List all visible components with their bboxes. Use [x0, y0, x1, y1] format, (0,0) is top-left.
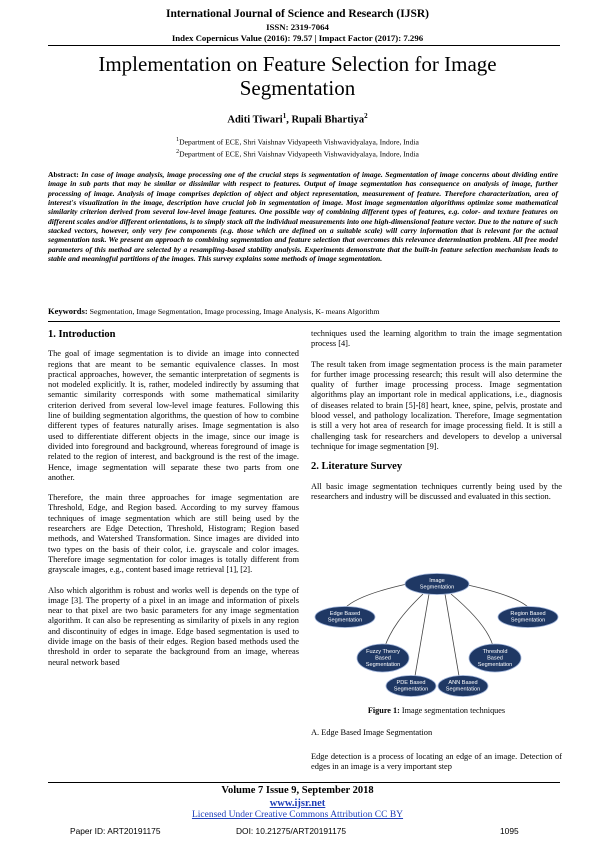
affiliation-1	[0, 137, 595, 147]
intro-paragraph-1: The goal of image segmentation is to divide an image into connected regions that are meant to be semantic equivalence classes. In most practical approaches, however, the semantic interpretation of segments is not modeled explicitly. It is, rather, modeled indirectly by assuming that semantic similarity corresponds with some mathematical similarity criterion derived from several low-level image features. Following this line of building segmentation algorithms, the question of how to combine different types of features naturally arises. Image segmentation is also used to differentiate different objects in the image, since our image is divided into foreground and background, whereas foreground of image is related to the region of interest, and background is the rest of the image. Hence, image segmentation will separate these two parts from one another.	[48, 349, 299, 482]
header-rule	[48, 45, 560, 46]
issn: ISSN: 2319-7064	[266, 22, 329, 32]
page-number: 1095	[500, 826, 519, 836]
paper-id: Paper ID: ART20191175	[70, 826, 161, 836]
affiliation-1-text: Department of ECE, Shri Vaishnav Vidyapeeth Vishwavidyalaya, Indore, India	[179, 137, 419, 147]
license-link[interactable]: Licensed Under Creative Commons Attribution CC BY	[191, 810, 404, 820]
node-threshold-label-2: Based	[487, 655, 503, 662]
index-line: Index Copernicus Value (2016): 79.57 | Impact Factor (2017): 7.296	[171, 33, 424, 43]
node-fuzzy-label-2: Based	[375, 655, 391, 662]
node-threshold-label-3: Segmentation	[477, 662, 513, 668]
author-1: Aditi Tiwari	[227, 114, 283, 126]
figure-1-caption-label: Figure 1:	[367, 706, 400, 715]
intro-paragraph-3: Also which algorithm is robust and works well is depends on the type of image [3]. The property of a pixel in an image and information of pixels near to that pixel are two basic parameters for any image segmentation algorithm. It can also be representing as similarity of pixels in any region and discontinuity of edges in image. Edge based segmentation is used to divide image on the basis of their edges. Region based methods used the threshold in order to separate the background from an image, whereas neural network based	[48, 585, 299, 667]
node-root-label-2: Segmentation	[419, 584, 455, 591]
left-column	[48, 330, 299, 678]
author-2-sup: 2	[364, 112, 368, 120]
affiliation-2-sup: 2	[176, 149, 180, 155]
connector-threshold	[451, 594, 493, 646]
connector-pde	[415, 594, 429, 676]
node-pde	[386, 676, 436, 697]
connector-edge	[345, 584, 407, 608]
figure-1-caption	[311, 706, 562, 715]
node-threshold-label: Threshold	[482, 649, 508, 655]
authors	[0, 112, 595, 126]
node-threshold	[469, 644, 521, 672]
affiliation-2	[0, 149, 595, 159]
journal-site-link[interactable]: www.ijsr.net	[269, 798, 326, 809]
node-ann-label-2: Segmentation	[445, 686, 481, 693]
author-1-sup: 1	[282, 112, 287, 120]
connector-fuzzy	[385, 594, 423, 646]
node-pde-label: PDE Based	[396, 680, 426, 686]
right-paragraph-1: techniques used the learning algorithm to train the image segmentation process [4].	[311, 329, 562, 349]
connector-region	[463, 584, 529, 608]
paper-title: Implementation on Feature Selection for Image Segmentation	[98, 52, 497, 100]
node-region-label-2: Segmentation	[510, 617, 546, 624]
node-fuzzy-label-3: Segmentation	[365, 662, 401, 668]
node-edge-label-2: Segmentation	[327, 617, 363, 624]
edge-paragraph: Edge detection is a process of locating an edge of an image. Detection of edges in an image is a very important step	[311, 752, 562, 772]
right-paragraph-2: The result taken from image segmentation process is the main parameter for further image processing research; this result will also determine the quality of further image processing process. Image segmentation algorithms play an important role in medical applications, i.e., diagnosis of diseases related to brain [5]-[8] heart, knee, spine, pelvis, prostate and blood vessel, and pathology localization. Therefore, Image segmentation is still a very hot area of research for image processing field. It is still a challenging task for researchers and developers to develop a universal technique for image segmentation [9].	[311, 359, 562, 451]
author-2: Rupali Bhartiya	[291, 114, 365, 126]
keywords-text: Segmentation, Image Segmentation, Image processing, Image Analysis, K- means Algorithm	[89, 307, 380, 316]
node-fuzzy-label: Fuzzy Theory	[366, 649, 400, 655]
section-introduction-heading: 1. Introduction	[48, 329, 116, 340]
journal-name: International Journal of Science and Research (IJSR)	[165, 8, 429, 20]
node-fuzzy	[357, 644, 409, 672]
subsection-edge-heading: A. Edge Based Image Segmentation	[311, 728, 433, 737]
abstract	[48, 170, 558, 263]
keywords	[48, 306, 558, 316]
keywords-rule	[48, 321, 560, 322]
volume-issue: Volume 7 Issue 9, September 2018	[221, 785, 374, 796]
figure-1-diagram	[311, 570, 562, 700]
affiliation-2-text: Department of ECE, Shri Vaishnav Vidyapeeth Vishwavidyalaya, Indore, India	[179, 149, 419, 159]
author-separator: ,	[286, 114, 292, 126]
connector-ann	[445, 594, 459, 676]
right-column-top	[311, 329, 562, 512]
node-ann-label: ANN Based	[448, 680, 478, 686]
intro-paragraph-2: Therefore, the main three approaches for image segmentation are Threshold, Edge, and Region based. According to my survey ffamous techniques of image segmentation which are still being used by the researchers are Edge Detection, Threshold, Histogram; Region based methods, and Watershed Transformation. Since images are divided into two types on the basis of their color, i.e. grayscale and color images. Therefore image segmentation for color images is totally different from grayscale images, e.g., content based image retrieval [1], [2].	[48, 493, 299, 575]
section-literature-heading: 2. Literature Survey	[311, 461, 403, 473]
affiliation-1-sup: 1	[176, 137, 180, 143]
footer-rule	[48, 782, 560, 783]
node-edge	[315, 607, 375, 628]
node-pde-label-2: Segmentation	[393, 686, 429, 693]
abstract-label: Abstract:	[48, 170, 79, 179]
node-region-label: Region Based	[510, 611, 546, 617]
node-root	[405, 574, 469, 595]
node-region	[498, 607, 558, 628]
keywords-label: Keywords:	[48, 306, 88, 316]
doi: DOI: 10.21275/ART20191175	[236, 826, 347, 836]
abstract-text: In case of image analysis, image processing one of the crucial steps is segmentation of image. Segmentation of image concerns about dividing entire image in sub parts that may be similar or dissimilar with respect to features. Output of image segmentation has consequence on analysis of image, further processing of image. Analysis of image comprises depiction of object and object representation, measurement of feature. Therefore characterization, area of interest's visualization in the image, description have crucial job in segmentation of image. Most image segmentation algorithms optimize some mathematical similarity criterion derived from several low-level image features. One possible way of combining different types of features, e.g. color- and texture features on different scales and/or different orientations, is to simply stack all the individual measurements into one high-dimensional feature vector. Due to the nature of such stacked vectors, however, only very few components (e.g. those which are defined on a suitable scale) will carry information that is relevant for the actual segmentation task. We present an approach to combining segmentation and feature selection that overcomes this relevance determination problem. All free model parameters of this method are selected by a resampling-based stability analysis. Experiments demonstrate that the built-in feature selection mechanism leads to stable and meaningful partitions of the images. This survey explains some methods of image segmentation.	[48, 170, 559, 264]
node-root-label: Image	[429, 578, 445, 584]
node-ann	[438, 676, 488, 697]
literature-paragraph: All basic image segmentation techniques currently being used by the researchers and industry will be discussed and evaluated in this section.	[311, 481, 562, 501]
node-edge-label: Edge Based	[329, 611, 361, 617]
figure-1-caption-text: Image segmentation techniques	[401, 706, 506, 715]
